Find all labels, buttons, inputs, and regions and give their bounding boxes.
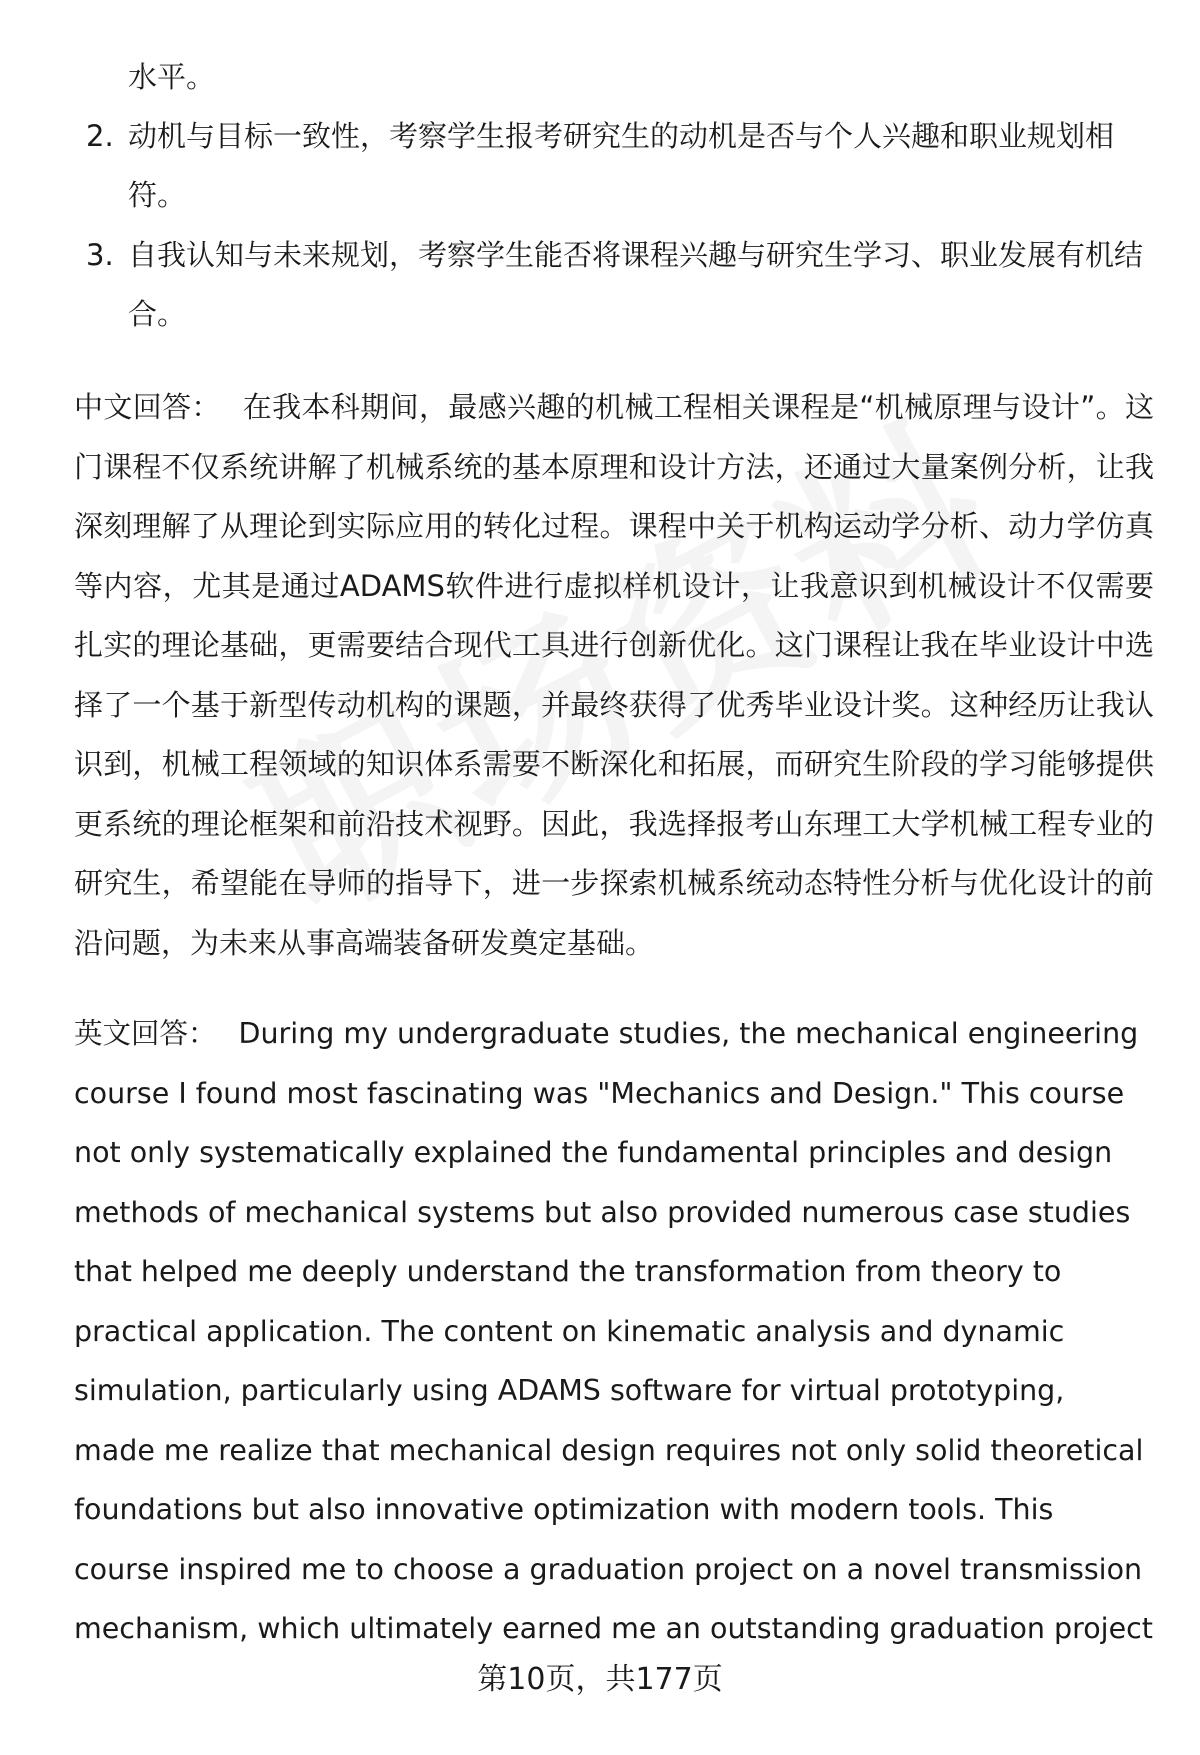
criteria-list bbox=[74, 48, 1154, 345]
list-item-number: 2. bbox=[86, 119, 114, 153]
list-item-2 bbox=[74, 107, 1154, 225]
chinese-answer-text: 在我本科期间，最感兴趣的机械工程相关课程是“机械原理与设计”。这门课程不仅系统讲解了机械系统的基本原理和设计方法，还通过大量案例分析，让我深刻理解了从理论到实际应用的转化过程。课程中关于机构运动学分析、动力学仿真等内容，尤其是通过ADAMS软件进行虚拟样机设计，让我意识到机械设计不仅需要扎实的理论基础，更需要结合现代工具进行创新优化。这门课程让我在毕业设计中选择了一个基于新型传动机构的课题，并最终获得了优秀毕业设计奖。这种经历让我认识到，机械工程领域的知识体系需要不断深化和拓展，而研究生阶段的学习能够提供更系统的理论框架和前沿技术视野。因此，我选择报考山东理工大学机械工程专业的研究生，希望能在导师的指导下，进一步探索机械系统动态特性分析与优化设计的前沿问题，为未来从事高端装备研发奠定基础。 bbox=[74, 390, 1154, 960]
english-answer-label: 英文回答： bbox=[74, 1017, 217, 1050]
list-item-continuation: 水平。 bbox=[128, 60, 216, 94]
list-item-text: 自我认知与未来规划，考察学生能否将课程兴趣与研究生学习、职业发展有机结合。 bbox=[128, 238, 1144, 331]
list-item-text: 动机与目标一致性，考察学生报考研究生的动机是否与个人兴趣和职业规划相符。 bbox=[128, 119, 1115, 212]
list-item-3 bbox=[74, 226, 1154, 344]
list-item-number: 3. bbox=[86, 238, 114, 272]
chinese-answer-paragraph bbox=[74, 378, 1154, 973]
chinese-answer-label: 中文回答： bbox=[74, 390, 221, 424]
english-answer-text: During my undergraduate studies, the mechanical engineering course I found most fascinating was "Mechanics and Design." This course not only systematically explained the fundamental principles and design methods of mechanical systems but also provided numerous case studies that helped me deeply understand the transformation from theory to practical application. The content on kinematic analysis and dynamic simulation, particularly using ADAMS software for virtual prototyping, made me realize that mechanical design requires not only solid theoretical foundations but also innovative optimization with modern tools. This course inspired me to choose a graduation project on a novel transmission mechanism, which ultimately earned me an outstanding graduation project bbox=[74, 1017, 1153, 1645]
page-number-footer: 第10页，共177页 bbox=[477, 1662, 723, 1697]
english-answer-paragraph bbox=[74, 1004, 1154, 1659]
